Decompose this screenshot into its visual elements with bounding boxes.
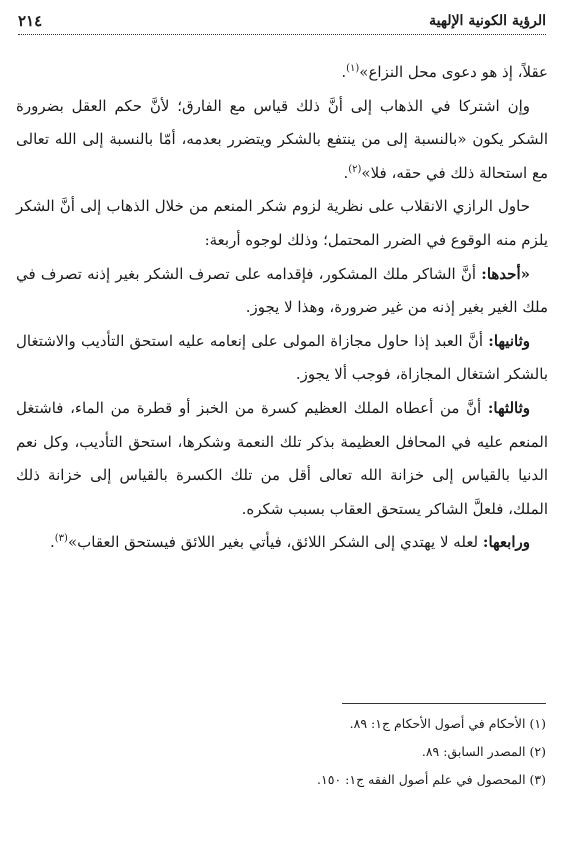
footnote-separator — [342, 703, 546, 704]
paragraph: «أحدها: أنَّ الشاكر ملك المشكور، فإقدامه على تصرف الشكر بغير إذنه تصرف في ملك الغير بغير إذنه من غير ضرورة، وهذا لا يجوز. — [16, 264, 548, 317]
paragraph: حاول الرازي الانقلاب على نظرية لزوم شكر المنعم من خلال الذهاب إلى أنَّ الشكر يلزم منه الوقوع في الضرر المحتمل؛ وذلك لوجوه أربعة: — [16, 197, 548, 249]
paragraph: وإن اشتركا في الذهاب إلى أنَّ ذلك قياس مع الفارق؛ لأنَّ حكم العقل بضرورة الشكر يكون «بالنسبة إلى من ينتفع بالشكر ويتضرر بعدمه، أمّا بالنسبة إلى الله تعالى مع استحالة ذلك في حقه، فلا»$^{(٢)}$. — [16, 96, 548, 182]
paragraph: عقلاً، إذ هو دعوى محل النزاع»$^{(١)}$. — [341, 63, 548, 81]
footnote: (٣) المحصول في علم أصول الفقه ج١: ١٥٠. — [317, 772, 546, 787]
enumeration-lead: وثالثها: — [487, 398, 530, 417]
enumeration-lead: «أحدها: — [481, 264, 530, 283]
page-number: ٢١٤ — [18, 12, 43, 30]
main-text — [16, 56, 548, 560]
footnote-ref: (١) — [346, 63, 360, 74]
footnote-ref: (٢) — [348, 163, 362, 175]
footnotes — [18, 710, 546, 794]
paragraph: ورابعها: لعله لا يهتدي إلى الشكر اللائق، فيأتي بغير اللائق فيستحق العقاب»$^{(٣)}$. — [49, 533, 530, 552]
page-header — [18, 8, 546, 35]
running-title: الرؤية الكونية الإلهية — [429, 13, 546, 29]
footnote: (١) الأحكام في أصول الأحكام ج١: ٨٩. — [349, 716, 546, 731]
paragraph: وثانيها: أنَّ العبد إذا حاول مجازاة المولى على إنعامه عليه استحق التأديب والاشتغال بالشكر اشتغال المجازاة، فوجب ألا يجوز. — [16, 331, 548, 384]
paragraph: وثالثها: أنَّ من أعطاه الملك العظيم كسرة من الخبز أو قطرة من الماء، فاشتغل المنعم عليه في المحافل العظيمة بذكر تلك النعمة وشكرها، استحق التأديب، وكل نعم الدنيا بالقياس إلى خزانة الله تعالى أقل من تلك الكسرة بالقياس إلى خزانة ذلك الملك، فلعلَّ الشاكر يستحق العقاب بسبب شكره. — [16, 398, 548, 518]
enumeration-lead: وثانيها: — [488, 331, 530, 350]
enumeration-lead: ورابعها: — [482, 533, 530, 552]
footnote: (٢) المصدر السابق: ٨٩. — [421, 744, 546, 759]
footnote-ref: (٣) — [54, 533, 68, 545]
